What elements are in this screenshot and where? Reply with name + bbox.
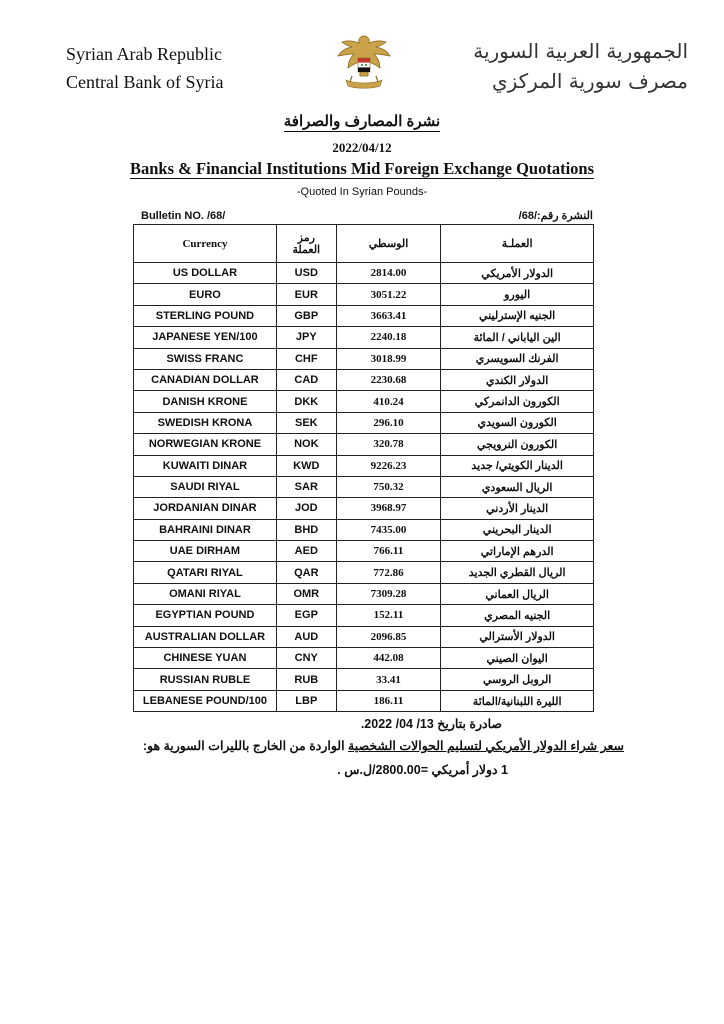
currency-name-ar: الدولار الأمريكي bbox=[441, 263, 594, 284]
currency-code: QAR bbox=[276, 562, 336, 583]
currency-code: OMR bbox=[276, 583, 336, 604]
header-country: Syrian Arab Republic bbox=[66, 44, 222, 64]
currency-code: JPY bbox=[276, 327, 336, 348]
mid-rate: 766.11 bbox=[336, 541, 441, 562]
currency-name: AUSTRALIAN DOLLAR bbox=[134, 626, 277, 647]
currency-name-ar: الريال القطري الجديد bbox=[441, 562, 594, 583]
currency-name: STERLING POUND bbox=[134, 305, 277, 326]
mid-rate: 2096.85 bbox=[336, 626, 441, 647]
currency-name-ar: الدولار الأسترالي bbox=[441, 626, 594, 647]
currency-code: SEK bbox=[276, 412, 336, 433]
table-row bbox=[134, 498, 594, 519]
currency-name-ar: الدرهم الإماراتي bbox=[441, 541, 594, 562]
header-english bbox=[66, 40, 223, 96]
currency-code: RUB bbox=[276, 669, 336, 690]
currency-code: GBP bbox=[276, 305, 336, 326]
mid-rate: 7435.00 bbox=[336, 519, 441, 540]
currency-name: SWISS FRANC bbox=[134, 348, 277, 369]
table-row bbox=[134, 669, 594, 690]
header-mid-rate: الوسطي bbox=[336, 225, 441, 263]
currency-name: SWEDISH KRONA bbox=[134, 412, 277, 433]
mid-rate: 750.32 bbox=[336, 476, 441, 497]
table-row bbox=[134, 476, 594, 497]
mid-rate: 3051.22 bbox=[336, 284, 441, 305]
currency-name: UAE DIRHAM bbox=[134, 541, 277, 562]
mid-rate: 2240.18 bbox=[336, 327, 441, 348]
mid-rate: 186.11 bbox=[336, 690, 441, 711]
currency-code: NOK bbox=[276, 434, 336, 455]
currency-name-ar: الليرة اللبنانية/المائة bbox=[441, 690, 594, 711]
quoted-note: -Quoted In Syrian Pounds- bbox=[296, 186, 428, 198]
currency-code: JOD bbox=[276, 498, 336, 519]
table-row bbox=[134, 434, 594, 455]
currency-name-ar: الجنيه الإسترليني bbox=[441, 305, 594, 326]
currency-name-ar: الروبل الروسي bbox=[441, 669, 594, 690]
currency-name: US DOLLAR bbox=[134, 263, 277, 284]
currency-code: CNY bbox=[276, 648, 336, 669]
currency-name: EURO bbox=[134, 284, 277, 305]
mid-rate: 7309.28 bbox=[336, 583, 441, 604]
header-currency-ar: العملـة bbox=[441, 225, 594, 263]
table-row bbox=[134, 327, 594, 348]
mid-rate: 3968.97 bbox=[336, 498, 441, 519]
table-header-row bbox=[134, 225, 594, 263]
bulletin-number-en: Bulletin NO. /68/ bbox=[141, 210, 226, 222]
currency-name-ar: الفرنك السويسري bbox=[441, 348, 594, 369]
exchange-rates-table bbox=[133, 224, 594, 712]
remittance-note: سعر شراء الدولار الأمريكي لتسليم الحوالات الشخصية الواردة من الخارج بالليرات السورية هو: bbox=[142, 739, 624, 753]
table-row bbox=[134, 263, 594, 284]
header-currency: Currency bbox=[134, 225, 277, 263]
currency-name-ar: اليوان الصيني bbox=[441, 648, 594, 669]
currency-code: AUD bbox=[276, 626, 336, 647]
table-row bbox=[134, 284, 594, 305]
currency-name-ar: الجنيه المصري bbox=[441, 605, 594, 626]
currency-code: EGP bbox=[276, 605, 336, 626]
eagle-emblem-icon bbox=[330, 32, 398, 102]
header-bank-ar: مصرف سورية المركزي bbox=[491, 69, 688, 93]
currency-name-ar: الدينار البحريني bbox=[441, 519, 594, 540]
header-country-ar: الجمهورية العربية السورية bbox=[473, 39, 688, 63]
table-row bbox=[134, 541, 594, 562]
mid-rate: 410.24 bbox=[336, 391, 441, 412]
currency-name: EGYPTIAN POUND bbox=[134, 605, 277, 626]
header-code: رمز العملة bbox=[276, 225, 336, 263]
currency-name-ar: الكورون السويدي bbox=[441, 412, 594, 433]
bulletin-title-en: Banks & Financial Institutions Mid Foreign Exchange Quotations bbox=[129, 159, 595, 178]
table-row bbox=[134, 391, 594, 412]
currency-code: CAD bbox=[276, 369, 336, 390]
mid-rate: 33.41 bbox=[336, 669, 441, 690]
currency-code: AED bbox=[276, 541, 336, 562]
currency-code: KWD bbox=[276, 455, 336, 476]
currency-name: BAHRAINI DINAR bbox=[134, 519, 277, 540]
currency-name: NORWEGIAN KRONE bbox=[134, 434, 277, 455]
currency-name: CANADIAN DOLLAR bbox=[134, 369, 277, 390]
currency-name-ar: الدينار الأردني bbox=[441, 498, 594, 519]
currency-code: DKK bbox=[276, 391, 336, 412]
mid-rate: 2230.68 bbox=[336, 369, 441, 390]
mid-rate: 9226.23 bbox=[336, 455, 441, 476]
currency-code: USD bbox=[276, 263, 336, 284]
header-bank: Central Bank of Syria bbox=[66, 72, 224, 92]
currency-name-ar: الدينار الكويتي/ جديد bbox=[441, 455, 594, 476]
currency-name: DANISH KRONE bbox=[134, 391, 277, 412]
currency-name-ar: الكورون الدانمركي bbox=[441, 391, 594, 412]
currency-name: JAPANESE YEN/100 bbox=[134, 327, 277, 348]
remittance-rate: 1 دولار أمريكي =2800.00/ل.س . bbox=[337, 763, 508, 777]
mid-rate: 772.86 bbox=[336, 562, 441, 583]
bulletin-date: 2022/04/12 bbox=[332, 140, 392, 155]
table-row bbox=[134, 305, 594, 326]
currency-name: JORDANIAN DINAR bbox=[134, 498, 277, 519]
currency-name-ar: الين الياباني / المائة bbox=[441, 327, 594, 348]
table-row bbox=[134, 412, 594, 433]
table-row bbox=[134, 348, 594, 369]
mid-rate: 2814.00 bbox=[336, 263, 441, 284]
bulletin-title-ar: نشرة المصارف والصرافة bbox=[283, 113, 441, 130]
mid-rate: 442.08 bbox=[336, 648, 441, 669]
currency-code: BHD bbox=[276, 519, 336, 540]
table-row bbox=[134, 519, 594, 540]
issued-date: صادرة بتاريخ 13/ 04/ 2022. bbox=[360, 717, 502, 731]
table-row bbox=[134, 690, 594, 711]
table-row bbox=[134, 605, 594, 626]
currency-name-ar: الريال العماني bbox=[441, 583, 594, 604]
currency-name-ar: اليورو bbox=[441, 284, 594, 305]
currency-name-ar: الدولار الكندي bbox=[441, 369, 594, 390]
mid-rate: 3663.41 bbox=[336, 305, 441, 326]
header-arabic bbox=[473, 36, 688, 96]
currency-name-ar: الكورون النرويجي bbox=[441, 434, 594, 455]
currency-code: EUR bbox=[276, 284, 336, 305]
currency-name: QATARI RIYAL bbox=[134, 562, 277, 583]
table-body bbox=[134, 263, 594, 712]
table-row bbox=[134, 626, 594, 647]
currency-name: SAUDI RIYAL bbox=[134, 476, 277, 497]
table-row bbox=[134, 562, 594, 583]
mid-rate: 3018.99 bbox=[336, 348, 441, 369]
mid-rate: 320.78 bbox=[336, 434, 441, 455]
mid-rate: 152.11 bbox=[336, 605, 441, 626]
currency-code: CHF bbox=[276, 348, 336, 369]
currency-name: RUSSIAN RUBLE bbox=[134, 669, 277, 690]
currency-name: OMANI RIYAL bbox=[134, 583, 277, 604]
currency-name: KUWAITI DINAR bbox=[134, 455, 277, 476]
table-row bbox=[134, 369, 594, 390]
currency-name-ar: الريال السعودي bbox=[441, 476, 594, 497]
currency-code: LBP bbox=[276, 690, 336, 711]
table-row bbox=[134, 648, 594, 669]
currency-code: SAR bbox=[276, 476, 336, 497]
table-row bbox=[134, 583, 594, 604]
mid-rate: 296.10 bbox=[336, 412, 441, 433]
bulletin-number-ar: النشرة رقم:/68/ bbox=[518, 210, 593, 222]
table-row bbox=[134, 455, 594, 476]
currency-name: CHINESE YUAN bbox=[134, 648, 277, 669]
currency-name: LEBANESE POUND/100 bbox=[134, 690, 277, 711]
